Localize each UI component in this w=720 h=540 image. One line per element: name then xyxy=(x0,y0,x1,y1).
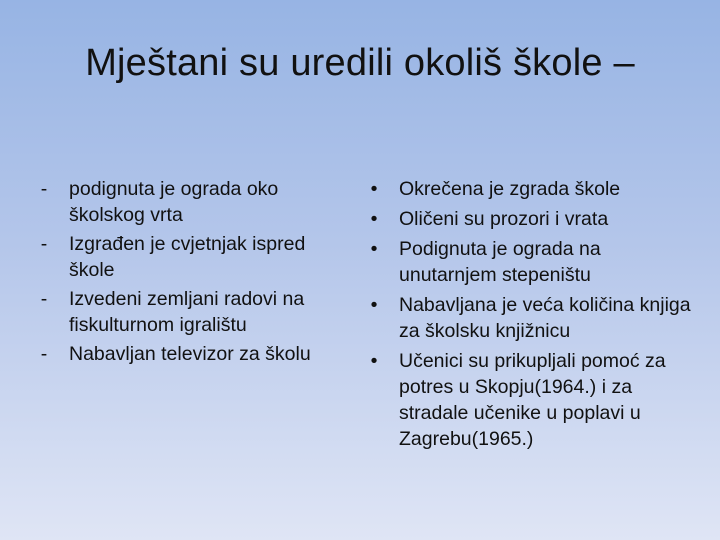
list-item-text: Okrečena je zgrada škole xyxy=(399,178,621,200)
list-item xyxy=(364,292,694,344)
list-item xyxy=(364,236,694,288)
list-item-text: podignuta je ograda oko školskog vrta xyxy=(69,178,279,226)
right-bullet-list xyxy=(364,176,694,456)
bullet-marker: • xyxy=(370,238,378,260)
bullet-marker: • xyxy=(370,350,378,372)
list-item xyxy=(34,176,354,228)
list-item-text: Oličeni su prozori i vrata xyxy=(399,208,609,230)
list-item-text: Nabavljan televizor za školu xyxy=(69,343,311,365)
list-item xyxy=(34,286,354,338)
left-bullet-list xyxy=(34,176,354,370)
list-item xyxy=(34,341,354,367)
list-item-text: Učenici su prikupljali pomoć za potres u Skopju(1964.) i za stradale učenike u poplavi u Zagrebu(1965.) xyxy=(399,350,666,450)
list-item-text: Podignuta je ograda na unutarnjem stepeništu xyxy=(399,238,601,286)
list-item xyxy=(34,231,354,283)
list-item xyxy=(364,206,694,232)
dash-marker: - xyxy=(40,288,48,310)
bullet-marker: • xyxy=(370,294,378,316)
dash-marker: - xyxy=(40,343,48,365)
bullet-marker: • xyxy=(370,208,378,230)
list-item xyxy=(364,348,694,452)
dash-marker: - xyxy=(40,233,48,255)
list-item-text: Izgrađen je cvjetnjak ispred škole xyxy=(69,233,306,281)
list-item-text: Nabavljana je veća količina knjiga za školsku knjižnicu xyxy=(399,294,691,342)
dash-marker: - xyxy=(40,178,48,200)
list-item-text: Izvedeni zemljani radovi na fiskulturnom igralištu xyxy=(69,288,305,336)
slide-title: Mještani su uredili okoliš škole – xyxy=(85,42,635,84)
bullet-marker: • xyxy=(370,178,378,200)
list-item xyxy=(364,176,694,202)
